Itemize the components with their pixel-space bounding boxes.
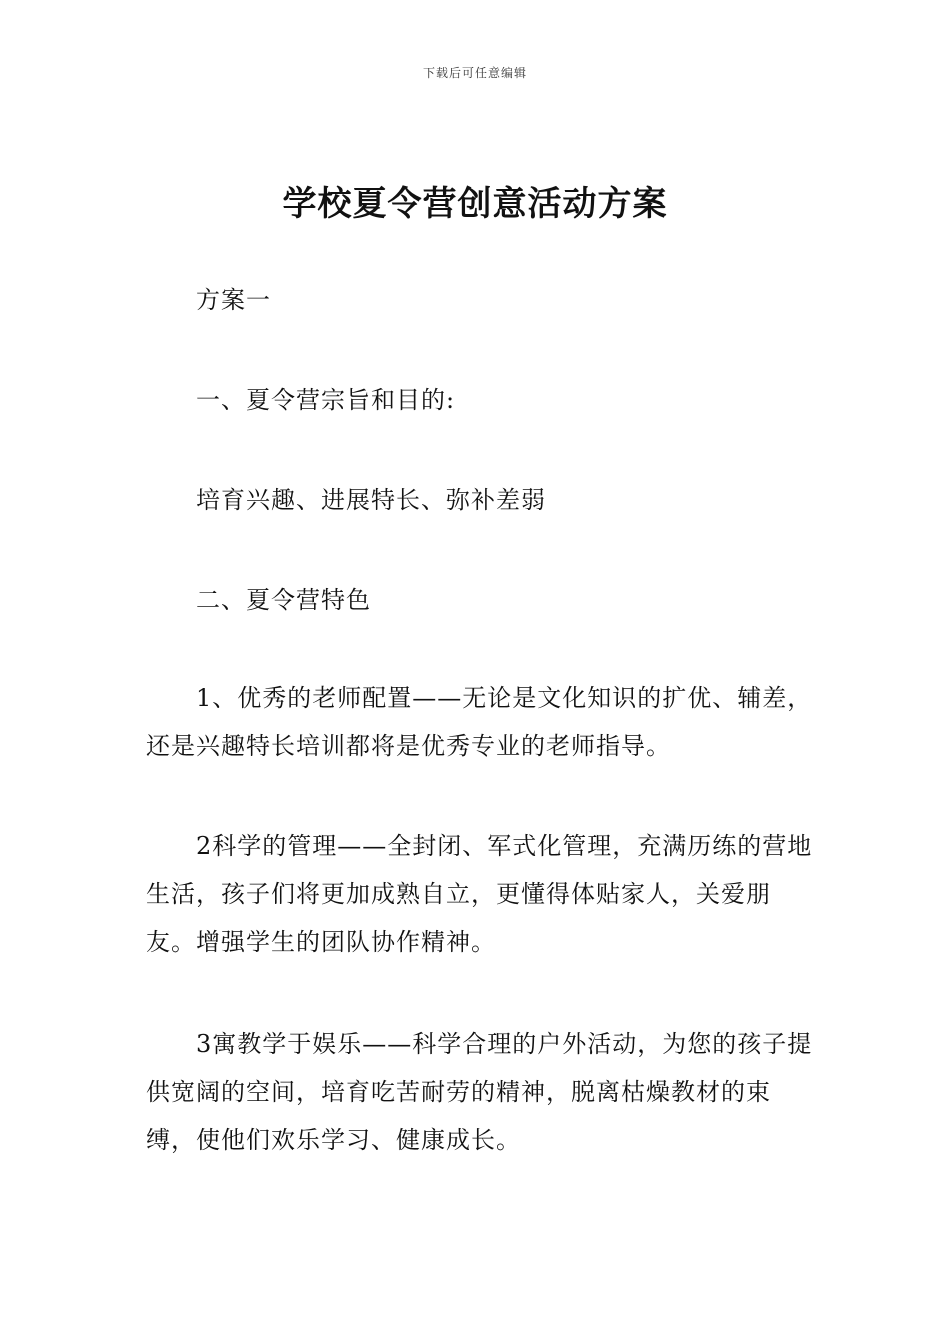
feature-item-teachers: 1、优秀的老师配置——无论是文化知识的扩优、辅差，还是兴趣特长培训都将是优秀专业的老师指导。 bbox=[146, 684, 813, 760]
document-title: 学校夏令营创意活动方案 bbox=[282, 184, 668, 224]
plan-label: 方案一 bbox=[196, 286, 271, 314]
section-heading-features: 二、夏令营特色 bbox=[196, 586, 371, 614]
section-heading-purpose: 一、夏令营宗旨和目的: bbox=[196, 386, 456, 414]
feature-item-entertainment: 3寓教学于娱乐——科学合理的户外活动，为您的孩子提供宽阔的空间，培育吃苦耐劳的精神，脱离枯燥教材的束缚，使他们欢乐学习、健康成长。 bbox=[146, 1030, 813, 1154]
purpose-paragraph: 培育兴趣、进展特长、弥补差弱 bbox=[196, 486, 546, 514]
header-note: 下载后可任意编辑 bbox=[422, 66, 527, 80]
feature-item-management: 2科学的管理——全封闭、军式化管理，充满历练的营地生活，孩子们将更加成熟自立，更懂得体贴家人，关爱朋友。增强学生的团队协作精神。 bbox=[146, 832, 813, 956]
